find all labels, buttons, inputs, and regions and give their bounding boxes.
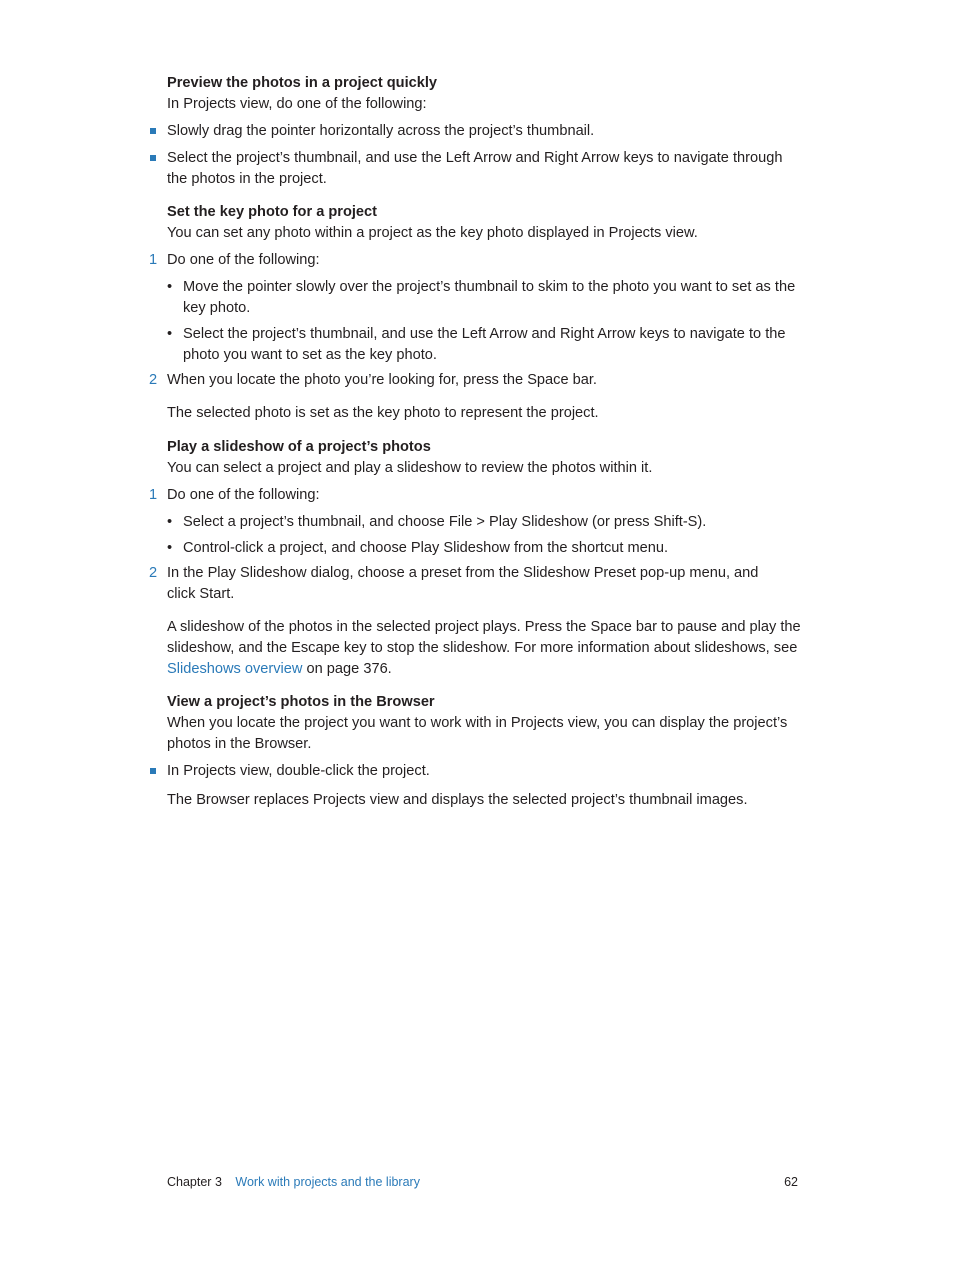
step-number: 2 (149, 565, 158, 581)
result-text-after: on page 376. (302, 661, 392, 677)
sub-item: Select a project’s thumbnail, and choose File > Play Slideshow (or press Shift-S). (183, 514, 707, 530)
dot-bullet-icon: • (167, 540, 173, 556)
section-intro-preview: In Projects view, do one of the following: (167, 96, 427, 112)
footer-chapter (167, 1174, 420, 1190)
step-number: 1 (149, 252, 158, 268)
footer-chapter-title-link[interactable]: Work with projects and the library (235, 1175, 420, 1189)
bullet-item: Slowly drag the pointer horizontally across the project’s thumbnail. (167, 123, 595, 139)
slideshows-overview-link[interactable]: Slideshows overview (167, 661, 303, 677)
square-bullet-icon (150, 768, 156, 774)
result-text: The selected photo is set as the key photo to represent the project. (167, 405, 599, 421)
square-bullet-icon (150, 155, 156, 161)
page-number: 62 (784, 1175, 798, 1189)
result-paragraph (167, 617, 803, 680)
step-text: When you locate the photo you’re looking for, press the Space bar. (167, 372, 597, 388)
bullet-item: In Projects view, double-click the project. (167, 763, 430, 779)
sub-item: Control-click a project, and choose Play Slideshow from the shortcut menu. (183, 540, 669, 556)
dot-bullet-icon: • (167, 514, 173, 530)
section-heading-slideshow: Play a slideshow of a project’s photos (167, 439, 431, 455)
section-intro-slideshow: You can select a project and play a slideshow to review the photos within it. (167, 460, 653, 476)
section-heading-browser: View a project’s photos in the Browser (167, 694, 435, 710)
step-number: 2 (149, 372, 158, 388)
step-number: 1 (149, 487, 158, 503)
step-text: Do one of the following: (167, 487, 320, 503)
section-intro-key-photo: You can set any photo within a project as the key photo displayed in Projects view. (167, 225, 698, 241)
result-text: The Browser replaces Projects view and displays the selected project’s thumbnail images. (167, 792, 748, 808)
result-text: A slideshow of the photos in the selected project plays. Press the Space bar to pause and play the slideshow, and the Escape key to stop the slideshow. For more information about slideshows, see (167, 619, 801, 656)
sub-item: Move the pointer slowly over the project’s thumbnail to skim to the photo you want to set as the key photo. (183, 279, 796, 316)
section-heading-preview: Preview the photos in a project quickly (167, 75, 438, 91)
section-intro-browser: When you locate the project you want to work with in Projects view, you can display the project’s photos in the Browser. (167, 715, 788, 752)
sub-item: Select the project’s thumbnail, and use the Left Arrow and Right Arrow keys to navigate to the photo you want to set as the key photo. (183, 326, 786, 363)
section-heading-key-photo: Set the key photo for a project (167, 204, 378, 220)
footer-chapter-label: Chapter 3 (167, 1175, 222, 1189)
step-text: In the Play Slideshow dialog, choose a preset from the Slideshow Preset pop-up menu, and click Start. (167, 565, 759, 602)
square-bullet-icon (150, 128, 156, 134)
dot-bullet-icon: • (167, 279, 173, 295)
bullet-item: Select the project’s thumbnail, and use the Left Arrow and Right Arrow keys to navigate through the photos in the project. (167, 150, 783, 187)
step-text: Do one of the following: (167, 252, 320, 268)
dot-bullet-icon: • (167, 326, 173, 342)
